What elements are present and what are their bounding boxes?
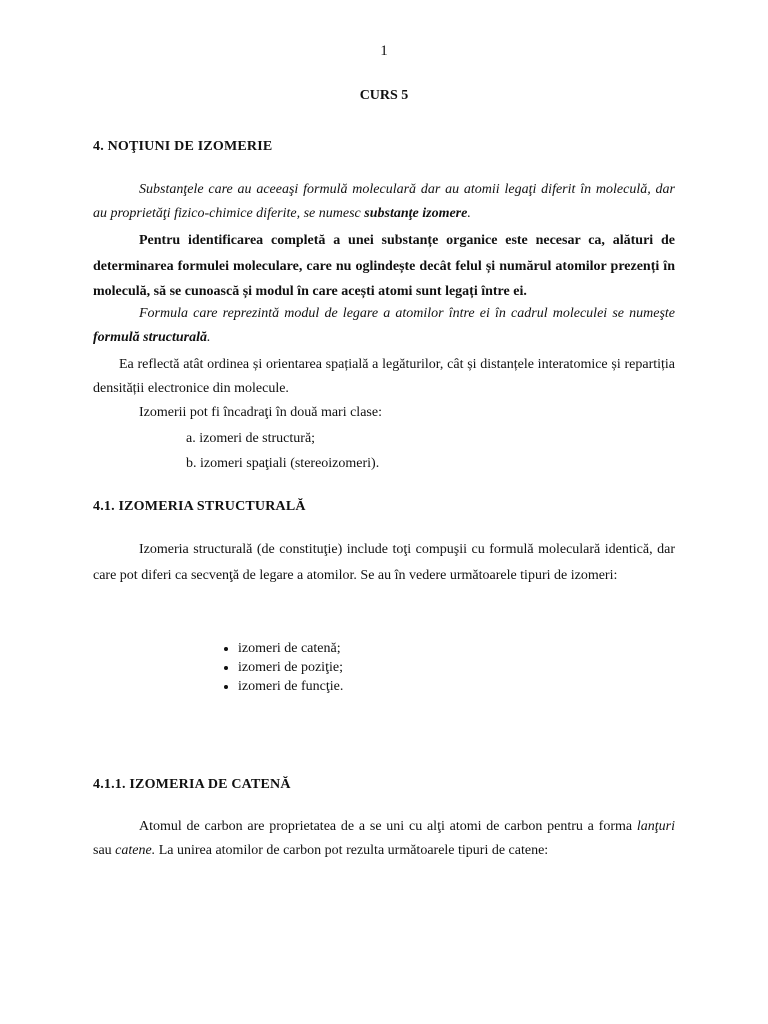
section-4-1-1-paragraph-1 [93,815,675,863]
section-4-1-1-heading: 4.1.1. IZOMERIA DE CATENĂ [93,777,291,792]
course-title: CURS 5 [359,88,409,103]
section-4-1-heading: 4.1. IZOMERIA STRUCTURALĂ [93,499,306,514]
term-catene: catene. [115,843,156,858]
term-lanturi: lanţuri [636,819,675,834]
p3-end: . [206,330,211,345]
p1-italic-text: Substanţele care au aceeaşi formulă moleculară dar au atomii legaţi diferit în moleculă, dar au proprietăţi fizico-chimice diferite, se numesc [93,182,675,221]
section-4-paragraph-1 [93,178,675,226]
section-4-heading: 4. NOŢIUNI DE IZOMERIE [93,139,273,154]
p3-bold-term: formulă structurală [93,330,207,345]
isomer-class-a: a. izomeri de structură; [186,431,316,446]
section-4-paragraph-3 [93,302,675,350]
p1-end: . [467,206,471,221]
section-4-paragraph-2: Pentru identificarea completă a unei substanțe organice este necesar ca, alături de determinarea formulei moleculare, care nu oglindește decât felul și numărul atomilor prezenți în moleculă, să se cunoască și modul în care acești atomi sunt legați între ei. [93,233,675,299]
list-item: • izomeri de funcţie. [238,677,343,696]
section-4-paragraph-5: Izomerii pot fi încadraţi în două mari clase: [139,405,382,420]
section-4-1-paragraph-1: Izomeria structurală (de constituţie) include toţi compuşii cu formulă moleculară identică, dar care pot diferi ca secvenţă de legare a atomilor. Se au în vedere următoarele tipuri de izomeri: [93,542,675,583]
list-item: • izomeri de poziţie; [238,658,343,677]
p3-italic-text: Formula care reprezintă modul de legare a atomilor între ei în cadrul moleculei se numeşte [139,306,675,321]
page-number: 1 [380,43,388,59]
p-text-a: Atomul de carbon are proprietatea de a se uni cu alţi atomi de carbon pentru a forma [139,819,637,834]
list-item: • izomeri de catenă; [238,639,343,658]
p-text-c: La unirea atomilor de carbon pot rezulta următoarele tipuri de catene: [155,843,549,858]
isomer-class-b: b. izomeri spaţiali (stereoizomeri). [186,456,380,471]
p1-bold-term: substanţe izomere [364,206,468,221]
isomer-types-list [190,639,343,696]
section-4-paragraph-4: Ea reflectă atât ordinea și orientarea spațială a legăturilor, cât și distanțele interatomice și repartiția densității electronice din molecule. [93,357,675,396]
p-text-b: sau [93,843,116,858]
